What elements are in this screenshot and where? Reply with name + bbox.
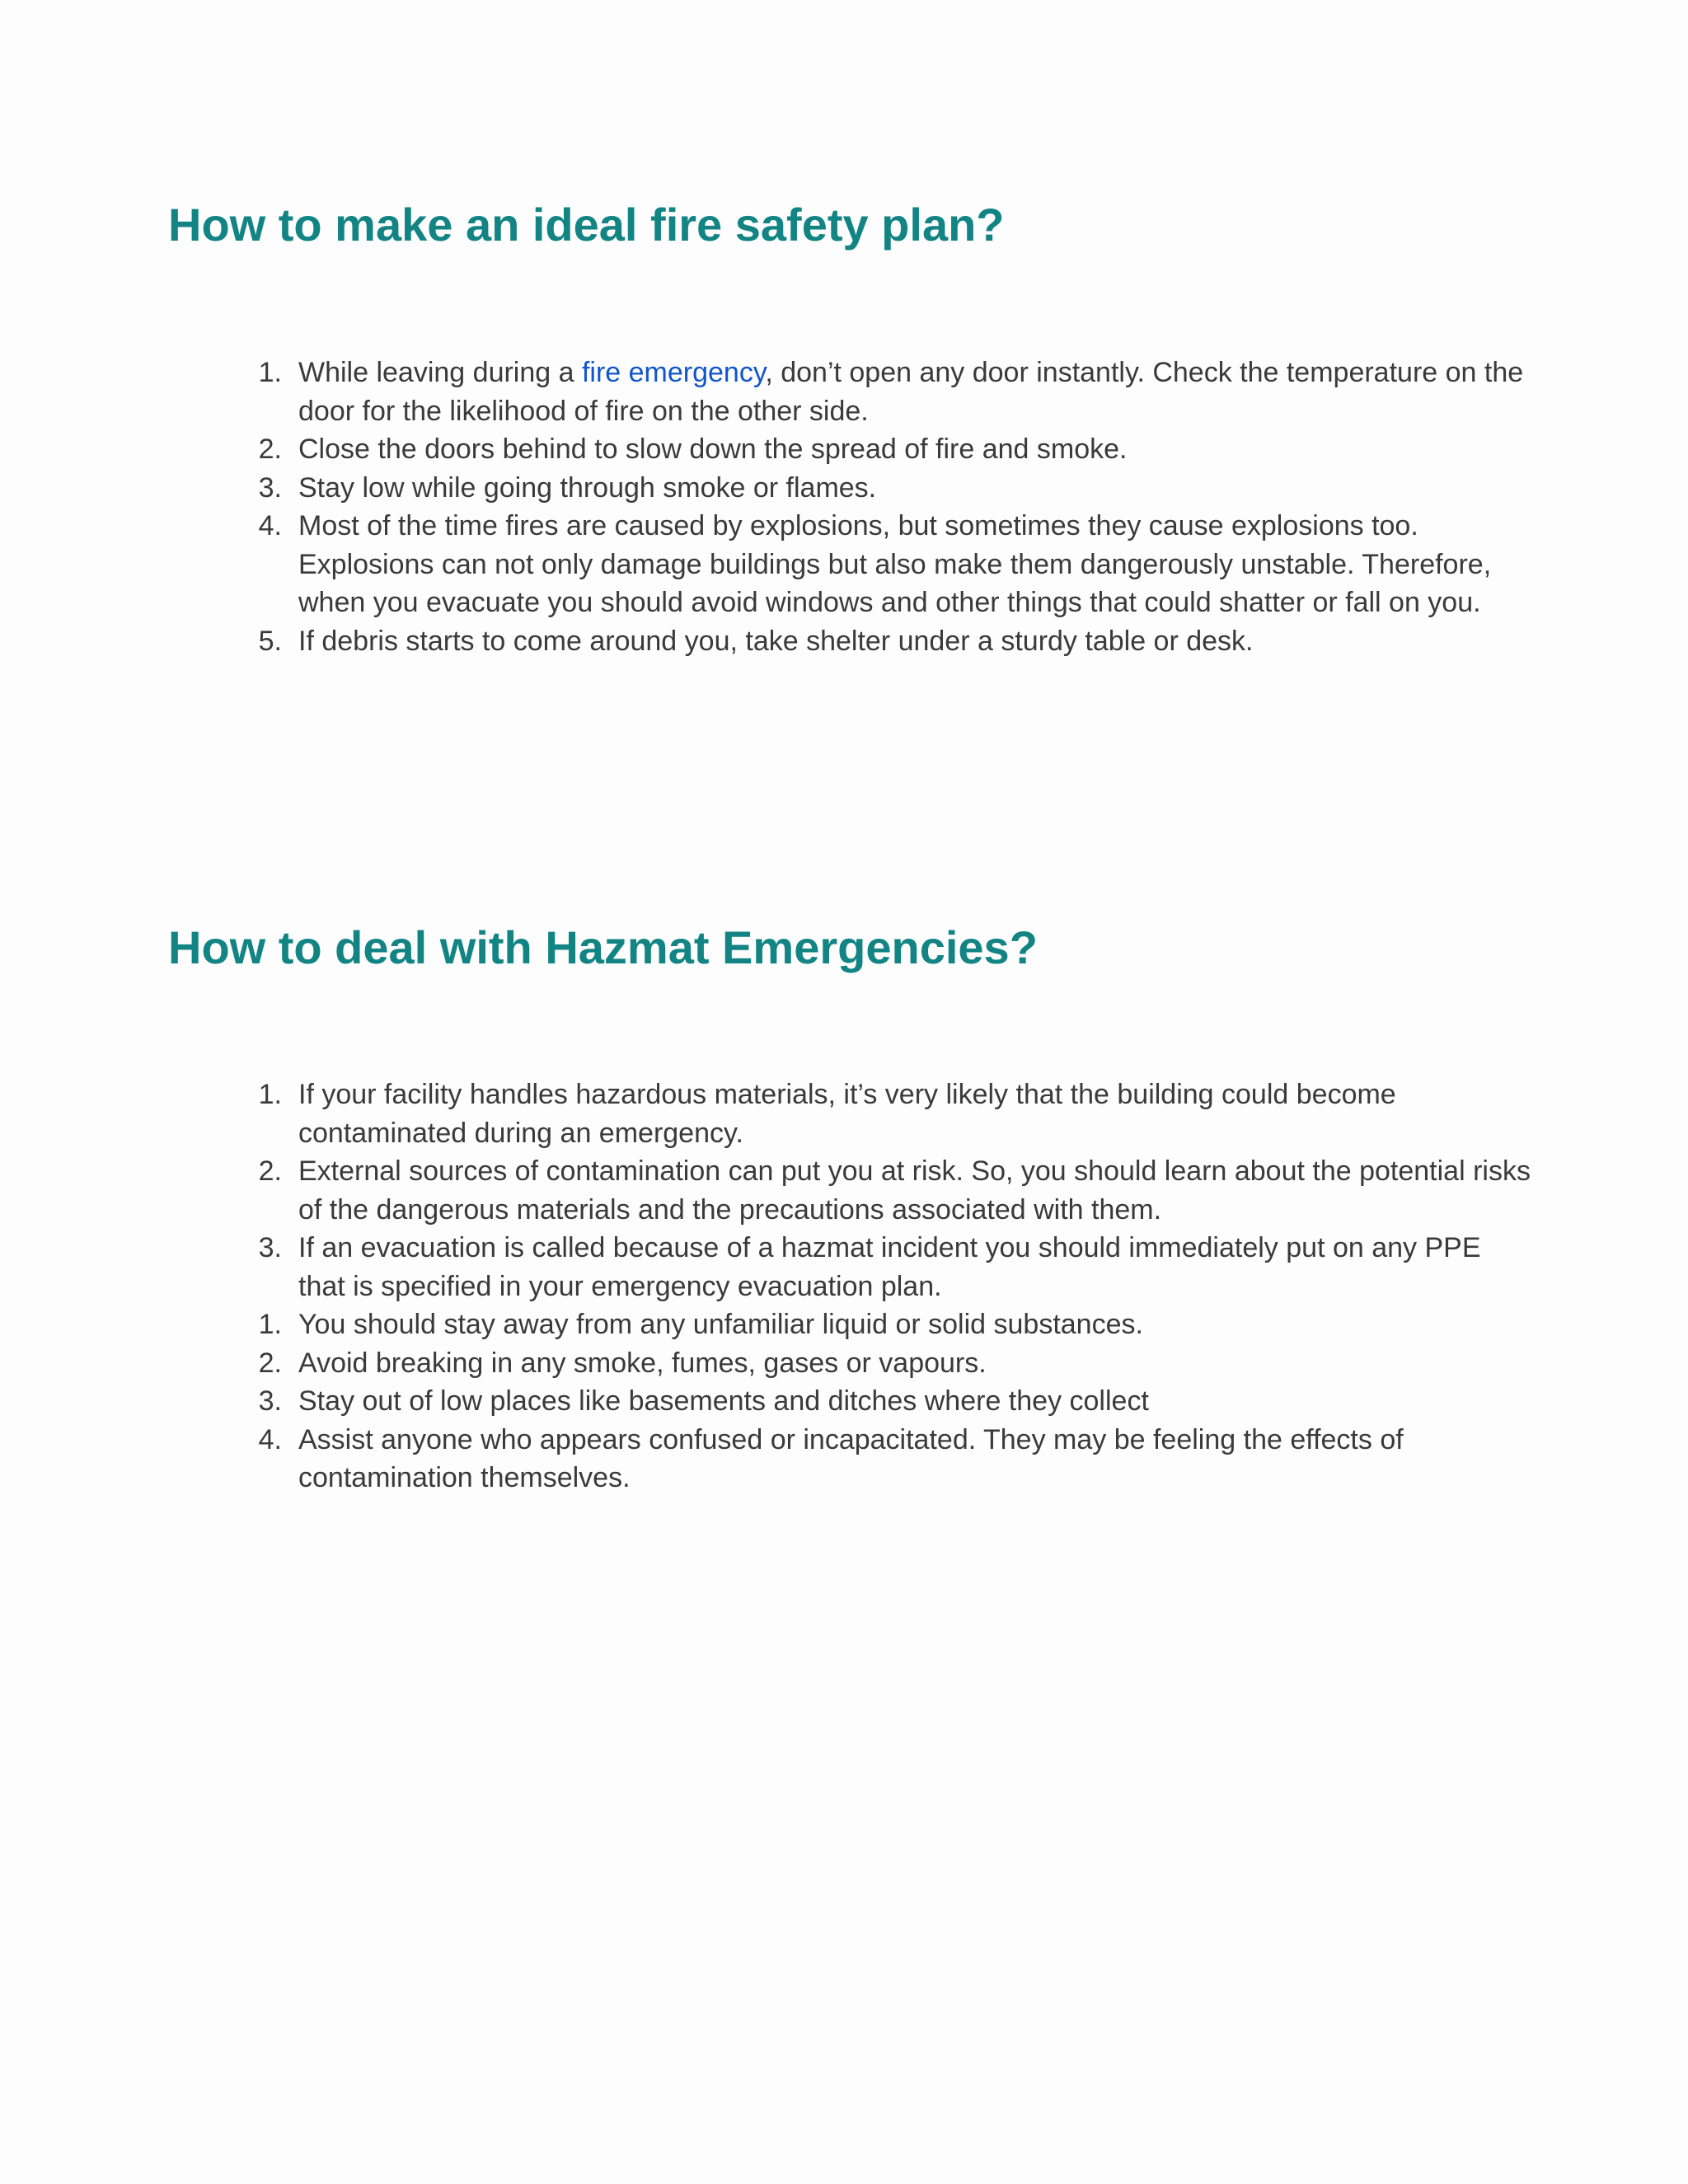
- list-text: You should stay away from any unfamiliar liquid or solid substances.: [298, 1309, 1143, 1340]
- list-item: [247, 1076, 1533, 1152]
- list-number: 3.: [258, 471, 282, 504]
- list-item: [247, 507, 1533, 622]
- list-text: While leaving during a: [298, 357, 582, 388]
- list-number: 5.: [258, 625, 282, 657]
- list-text: Stay low while going through smoke or flames.: [298, 471, 877, 504]
- fire-emergency-link[interactable]: fire emergency: [581, 357, 766, 388]
- fire-safety-list: [247, 354, 1533, 660]
- list-text: If debris starts to come around you, take shelter under a sturdy table or desk.: [298, 625, 1254, 657]
- list-number: 3.: [258, 1385, 282, 1417]
- list-text: , don’t open any door instantly. Check the temperature on the door for the likelihood of fire on the other side.: [298, 357, 1524, 427]
- list-item: [247, 430, 1533, 469]
- list-number: 4.: [258, 510, 282, 541]
- list-number: 2.: [258, 1347, 282, 1379]
- list-text: Stay out of low places like basements and ditches where they collect: [298, 1385, 1149, 1417]
- list-item: [247, 354, 1533, 430]
- list-number: 2.: [258, 1155, 282, 1187]
- list-item: [247, 1305, 1533, 1344]
- list-number: 1.: [258, 357, 282, 388]
- list-item: [247, 1344, 1533, 1383]
- list-text: Close the doors behind to slow down the spread of fire and smoke.: [298, 434, 1128, 465]
- hazmat-list: [247, 1076, 1533, 1497]
- list-item: [247, 1229, 1533, 1305]
- list-number: 3.: [258, 1232, 282, 1263]
- list-text: Avoid breaking in any smoke, fumes, gases or vapours.: [298, 1347, 987, 1379]
- list-text: Most of the time fires are caused by explosions, but sometimes they cause explosions too. Explosions can not only damage buildings but also make them dangerously unstable. Therefore, when you evacuate you should avoid windows and other things that could shatter or fall on you.: [298, 510, 1492, 618]
- list-number: 2.: [258, 434, 282, 465]
- list-text: If your facility handles hazardous materials, it’s very likely that the building could become contaminated during an emergency.: [298, 1079, 1396, 1149]
- list-number: 1.: [258, 1309, 282, 1340]
- hazmat-heading: How to deal with Hazmat Emergencies?: [168, 921, 1038, 973]
- list-item: [247, 1421, 1533, 1497]
- list-item: [247, 1382, 1533, 1421]
- list-item: [247, 469, 1533, 508]
- list-item: [247, 1152, 1533, 1229]
- list-number: 1.: [258, 1079, 282, 1110]
- fire-safety-heading: How to make an ideal fire safety plan?: [168, 199, 1005, 251]
- list-item: [247, 622, 1533, 661]
- list-number: 4.: [258, 1423, 282, 1455]
- list-text: If an evacuation is called because of a hazmat incident you should immediately put on any PPE that is specified in your emergency evacuation plan.: [298, 1232, 1481, 1302]
- list-text: External sources of contamination can put you at risk. So, you should learn about the potential risks of the dangerous materials and the precautions associated with them.: [298, 1155, 1531, 1226]
- list-text: Assist anyone who appears confused or incapacitated. They may be feeling the effects of contamination themselves.: [298, 1423, 1404, 1493]
